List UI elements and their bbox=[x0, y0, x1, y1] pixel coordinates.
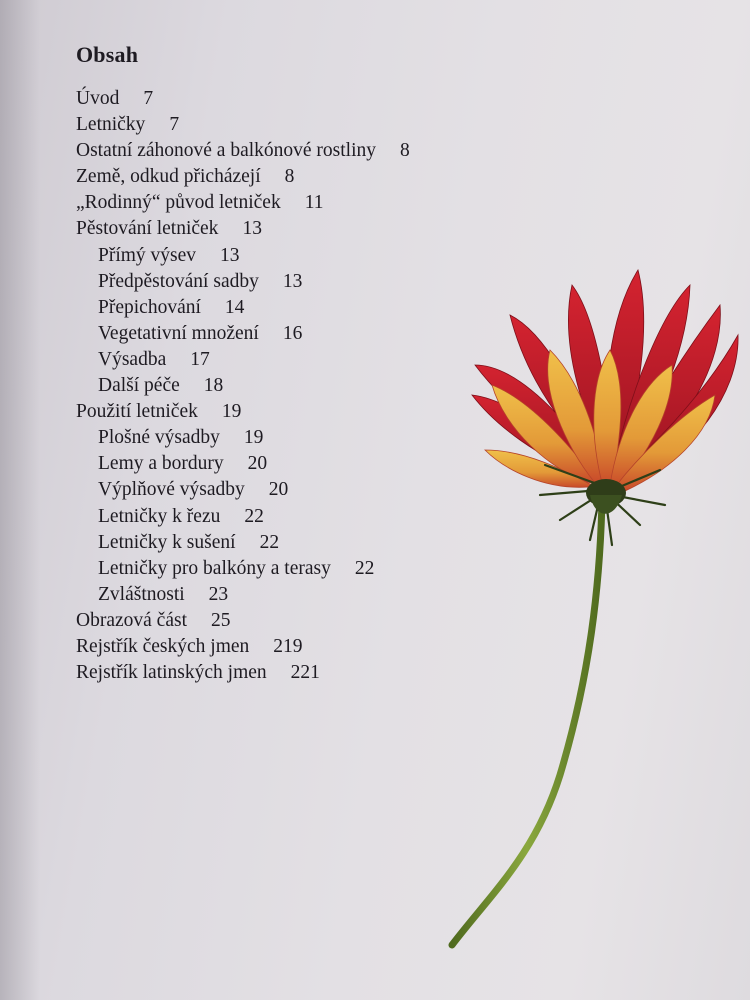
toc-entry bbox=[76, 582, 496, 608]
toc-entry bbox=[76, 504, 496, 530]
toc-entry bbox=[76, 112, 496, 138]
toc-entry bbox=[76, 373, 496, 399]
toc-entry-title: Úvod bbox=[76, 88, 120, 109]
toc-entry bbox=[76, 295, 496, 321]
toc-entry bbox=[76, 243, 496, 269]
toc-entry-page-number: 14 bbox=[224, 296, 245, 318]
book-gutter-shadow bbox=[0, 0, 40, 1000]
toc-entry-page-number: 13 bbox=[242, 218, 262, 240]
table-of-contents bbox=[76, 86, 496, 686]
toc-entry bbox=[76, 138, 496, 164]
toc-entry bbox=[76, 660, 496, 686]
toc-entry-page-number: 16 bbox=[282, 322, 303, 344]
toc-entry-title: Obrazová část bbox=[76, 609, 187, 631]
toc-entry-title: Plošné výsadby bbox=[98, 427, 220, 449]
toc-entry-title: Rejstřík českých jmen bbox=[76, 635, 250, 657]
toc-entry-page-number: 7 bbox=[143, 88, 154, 109]
toc-entry-title: Letničky bbox=[76, 114, 146, 136]
toc-entry-title: Výplňové výsadby bbox=[98, 479, 245, 501]
toc-entry-page-number: 19 bbox=[243, 427, 264, 449]
toc-entry-page-number: 7 bbox=[169, 114, 180, 136]
toc-entry-page-number: 18 bbox=[203, 375, 224, 397]
toc-entry bbox=[76, 164, 496, 190]
toc-entry-page-number: 25 bbox=[210, 609, 231, 631]
toc-entry bbox=[76, 608, 496, 634]
toc-entry-title: Přímý výsev bbox=[98, 244, 197, 266]
toc-entry bbox=[76, 190, 496, 216]
toc-entry-title: Přepichování bbox=[98, 296, 201, 318]
toc-entry-title: „Rodinný“ původ letniček bbox=[76, 192, 281, 214]
toc-entry-page-number: 13 bbox=[282, 270, 303, 292]
gazania-flower-illustration bbox=[440, 255, 750, 955]
toc-entry-title: Zvláštnosti bbox=[98, 583, 185, 605]
toc-entry bbox=[76, 321, 496, 347]
toc-entry-title: Lemy a bordury bbox=[98, 453, 224, 475]
toc-entry bbox=[76, 399, 496, 425]
toc-entry bbox=[76, 556, 496, 582]
toc-entry-title: Výsadba bbox=[98, 348, 167, 370]
toc-entry-title: Ostatní záhonové a balkónové rostliny bbox=[76, 140, 377, 162]
toc-entry-title: Další péče bbox=[98, 375, 180, 397]
toc-entry-page-number: 8 bbox=[400, 140, 410, 162]
toc-entry-title: Letničky pro balkóny a terasy bbox=[98, 557, 331, 579]
toc-entry-page-number: 221 bbox=[290, 662, 320, 684]
toc-entry-page-number: 8 bbox=[284, 166, 295, 188]
toc-entry bbox=[76, 216, 496, 242]
toc-entry bbox=[76, 269, 496, 295]
toc-entry-page-number: 19 bbox=[221, 401, 242, 423]
toc-entry-title: Letničky k řezu bbox=[98, 505, 221, 527]
toc-entry-page-number: 23 bbox=[208, 583, 229, 605]
toc-entry-title: Vegetativní množení bbox=[98, 322, 259, 344]
toc-entry bbox=[76, 86, 496, 112]
toc-entry bbox=[76, 347, 496, 373]
toc-entry bbox=[76, 451, 496, 477]
toc-entry-page-number: 17 bbox=[190, 348, 210, 370]
toc-entry-title: Rejstřík latinských jmen bbox=[76, 662, 267, 684]
toc-entry bbox=[76, 530, 496, 556]
toc-entry bbox=[76, 634, 496, 660]
toc-entry bbox=[76, 425, 496, 451]
toc-entry-title: Použití letniček bbox=[76, 401, 198, 423]
toc-entry-page-number: 20 bbox=[268, 479, 289, 501]
toc-entry-page-number: 22 bbox=[354, 557, 375, 579]
toc-entry-page-number: 22 bbox=[244, 505, 264, 527]
toc-entry-page-number: 13 bbox=[220, 244, 240, 266]
toc-entry-page-number: 20 bbox=[247, 453, 268, 475]
toc-entry-title: Letničky k sušení bbox=[98, 531, 236, 553]
toc-entry-title: Pěstování letniček bbox=[76, 218, 219, 240]
page-title: Obsah bbox=[76, 41, 139, 67]
toc-entry-page-number: 11 bbox=[304, 192, 324, 214]
toc-entry-title: Země, odkud přicházejí bbox=[76, 166, 261, 188]
toc-entry-page-number: 22 bbox=[259, 531, 280, 553]
toc-entry bbox=[76, 477, 496, 503]
toc-entry-page-number: 219 bbox=[273, 635, 303, 657]
toc-entry-title: Předpěstování sadby bbox=[98, 270, 259, 292]
